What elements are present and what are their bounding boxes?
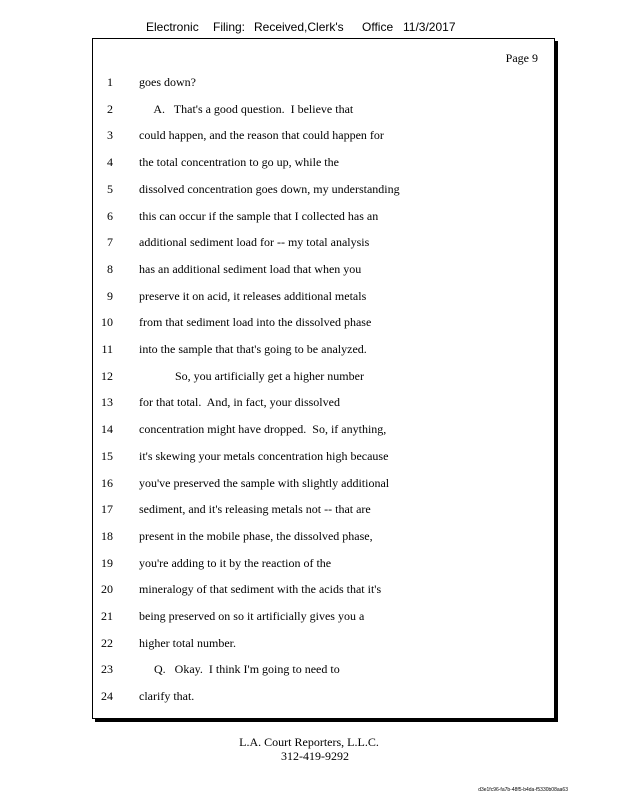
line-text: could happen, and the reason that could happen for bbox=[139, 128, 384, 143]
line-number: 17 bbox=[101, 502, 113, 517]
header-date: 11/3/2017 bbox=[403, 20, 456, 34]
transcript-line bbox=[93, 155, 554, 171]
line-number: 21 bbox=[101, 609, 113, 623]
transcript-line bbox=[93, 529, 554, 545]
transcript-line bbox=[93, 502, 554, 518]
footer-phone: 312-419-9292 bbox=[281, 749, 349, 763]
transcript-line bbox=[93, 636, 554, 652]
transcript-line bbox=[93, 128, 554, 144]
transcript-line bbox=[93, 289, 554, 305]
line-number: 24 bbox=[101, 689, 113, 704]
header-office: Office bbox=[362, 20, 394, 34]
transcript-line bbox=[93, 582, 554, 598]
transcript-line bbox=[93, 315, 554, 331]
line-number: 9 bbox=[107, 288, 113, 303]
line-number: 6 bbox=[107, 208, 113, 223]
line-text: into the sample that that's going to be analyzed. bbox=[139, 342, 367, 356]
line-number: 11 bbox=[101, 342, 113, 356]
line-text: for that total. And, in fact, your dissolved bbox=[139, 395, 340, 410]
line-number: 16 bbox=[101, 475, 113, 490]
line-number: 10 bbox=[101, 315, 113, 330]
header-filing: Filing: bbox=[213, 20, 246, 34]
transcript-line bbox=[93, 476, 554, 492]
transcript-line bbox=[93, 556, 554, 572]
line-text: you've preserved the sample with slightly additional bbox=[139, 475, 390, 490]
line-number: 5 bbox=[107, 181, 113, 196]
line-text: clarify that. bbox=[139, 689, 195, 704]
transcript-line bbox=[93, 689, 554, 705]
line-text: higher total number. bbox=[139, 635, 236, 650]
transcript-line bbox=[93, 449, 554, 465]
transcript-line bbox=[93, 395, 554, 411]
line-number: 13 bbox=[101, 395, 113, 410]
line-text: the total concentration to go up, while the bbox=[139, 155, 339, 170]
line-number: 15 bbox=[101, 448, 113, 463]
transcript-line bbox=[93, 75, 554, 91]
line-text: mineralogy of that sediment with the acids that it's bbox=[139, 582, 382, 597]
transcript-line bbox=[93, 209, 554, 225]
transcript-line bbox=[93, 609, 554, 625]
line-text: you're adding to it by the reaction of the bbox=[139, 555, 332, 570]
line-text: Q. Okay. I think I'm going to need to bbox=[139, 662, 340, 677]
header-received: Received,Clerk's bbox=[254, 20, 344, 34]
transcript-line bbox=[93, 102, 554, 118]
transcript-line bbox=[93, 235, 554, 251]
line-text: being preserved on so it artificially gives you a bbox=[139, 609, 365, 623]
transcript-line bbox=[93, 262, 554, 278]
line-number: 1 bbox=[107, 75, 113, 89]
line-text: from that sediment load into the dissolved phase bbox=[139, 315, 372, 330]
line-number: 8 bbox=[107, 261, 113, 276]
transcript-line bbox=[93, 342, 554, 358]
line-number: 23 bbox=[101, 662, 113, 677]
line-number: 7 bbox=[107, 235, 113, 250]
line-text: this can occur if the sample that I collected has an bbox=[139, 208, 379, 223]
line-number: 20 bbox=[101, 582, 113, 597]
header-electronic: Electronic bbox=[146, 20, 199, 34]
line-number: 14 bbox=[101, 422, 113, 437]
line-text: dissolved concentration goes down, my understanding bbox=[139, 181, 400, 196]
line-text: it's skewing your metals concentration high because bbox=[139, 448, 389, 463]
transcript-page bbox=[92, 38, 555, 719]
footer-company: L.A. Court Reporters, L.L.C. bbox=[239, 735, 379, 749]
line-text: concentration might have dropped. So, if anything, bbox=[139, 422, 387, 437]
transcript-line bbox=[93, 369, 554, 385]
line-text: has an additional sediment load that when you bbox=[139, 261, 362, 276]
line-text: present in the mobile phase, the dissolved phase, bbox=[139, 528, 373, 543]
line-number: 18 bbox=[101, 528, 113, 543]
line-text: additional sediment load for -- my total analysis bbox=[139, 235, 370, 250]
line-number: 2 bbox=[107, 101, 113, 116]
transcript-line bbox=[93, 662, 554, 678]
line-text: A. That's a good question. I believe that bbox=[139, 101, 354, 116]
line-text: goes down? bbox=[139, 75, 196, 89]
line-number: 22 bbox=[101, 635, 113, 650]
line-number: 3 bbox=[107, 128, 113, 143]
line-number: 19 bbox=[101, 555, 113, 570]
document-hash: d3e1fc96-fa7b-48f5-b4da-f5330b08aa63 bbox=[478, 787, 568, 793]
line-text: preserve it on acid, it releases additional metals bbox=[139, 288, 367, 303]
line-number: 12 bbox=[101, 368, 113, 383]
line-text: sediment, and it's releasing metals not -- that are bbox=[139, 502, 371, 517]
line-text: So, you artificially get a higher number bbox=[139, 368, 364, 383]
line-number: 4 bbox=[107, 155, 113, 170]
transcript-line bbox=[93, 182, 554, 198]
transcript-line bbox=[93, 422, 554, 438]
page-number: Page 9 bbox=[505, 51, 538, 65]
